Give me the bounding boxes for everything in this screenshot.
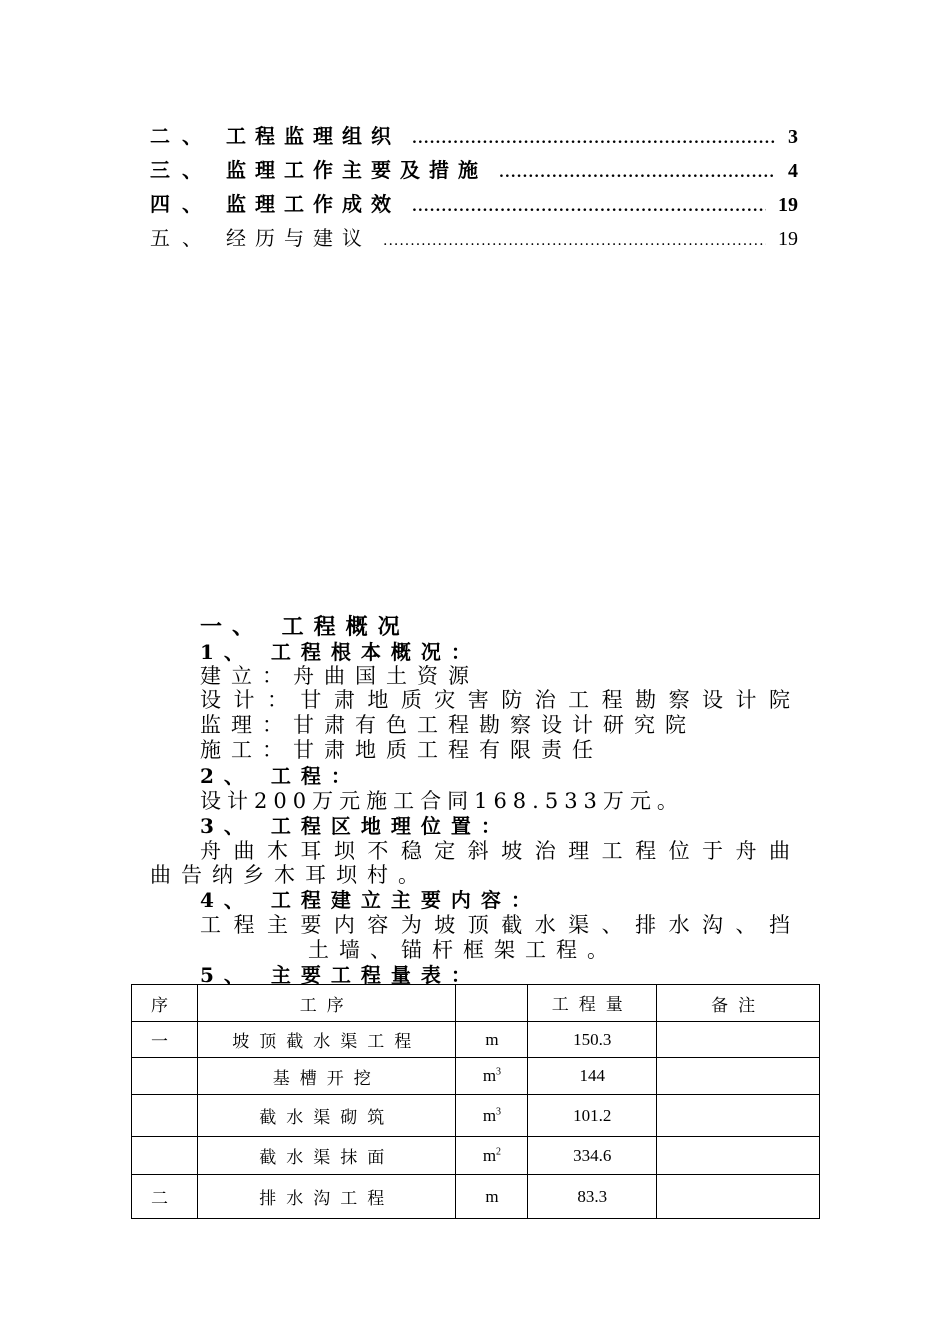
unit-text: m bbox=[485, 1186, 499, 1206]
toc-entry[interactable] bbox=[150, 222, 798, 256]
header-quantity bbox=[528, 985, 657, 1022]
toc-title: 监理工作主要及措施 bbox=[226, 158, 487, 182]
content-line: 土墙、锚杆框架工程。 bbox=[308, 938, 618, 962]
cell-seq bbox=[132, 1137, 198, 1175]
cell-seq bbox=[132, 1095, 198, 1137]
table-row bbox=[132, 1137, 820, 1175]
builder-line: 建立：舟曲国土资源 bbox=[200, 664, 479, 688]
quantity-table bbox=[131, 984, 820, 1219]
supervisor-line: 监理：甘肃有色工程勘察设计研究院 bbox=[200, 713, 696, 737]
table-row bbox=[132, 1175, 820, 1219]
cell-process: 截水渠抹面 bbox=[197, 1137, 456, 1175]
toc-number: 二、 bbox=[150, 124, 214, 148]
toc-title: 工程监理组织 bbox=[226, 124, 400, 148]
cell-unit bbox=[456, 1137, 528, 1175]
subheading: 4、 工程建立主要内容： bbox=[200, 888, 541, 912]
toc-leader-dots bbox=[412, 131, 776, 147]
toc-leader-dots bbox=[383, 233, 766, 249]
contractor-line: 施工：甘肃地质工程有限责任 bbox=[200, 738, 603, 762]
cell-process bbox=[197, 1022, 456, 1058]
subheading: 5、 主要工程量表： bbox=[200, 963, 481, 987]
table-row bbox=[132, 1058, 820, 1095]
unit-text: m bbox=[485, 1029, 499, 1049]
toc-number: 五、 bbox=[150, 226, 214, 250]
header-process: 工序 bbox=[197, 985, 456, 1022]
header-quantity-text: 工程量 bbox=[551, 995, 633, 1014]
toc-title: 监理工作成效 bbox=[226, 192, 400, 216]
header-seq: 序 bbox=[132, 985, 198, 1022]
subheading: 3、 工程区地理位置： bbox=[200, 814, 511, 838]
header-unit bbox=[456, 985, 528, 1022]
cell-process: 截水渠砌筑 bbox=[197, 1095, 456, 1137]
content-line: 工程主要内容为坡顶截水渠、排水沟、挡 bbox=[200, 913, 790, 937]
cell-quantity: 150.3 bbox=[528, 1022, 657, 1058]
subheading: 2、 工程： bbox=[200, 764, 361, 788]
cell-seq: 一 bbox=[132, 1022, 198, 1058]
cell-process: 排水沟工程 bbox=[197, 1175, 456, 1219]
toc-entry[interactable] bbox=[150, 188, 798, 222]
subheading: 1、 工程根本概况： bbox=[200, 640, 481, 664]
toc-page-number: 4 bbox=[788, 160, 798, 182]
designer-line: 设计：甘肃地质灾害防治工程勘察设计院 bbox=[200, 688, 790, 712]
toc-page-number: 3 bbox=[788, 126, 798, 148]
table-row bbox=[132, 1095, 820, 1137]
cell-seq bbox=[132, 1058, 198, 1095]
unit-text: m bbox=[482, 1066, 497, 1085]
cell-unit bbox=[456, 1022, 528, 1058]
cell-note bbox=[657, 1137, 820, 1175]
toc-page-number: 19 bbox=[778, 228, 798, 250]
toc-number: 四、 bbox=[150, 192, 214, 216]
cell-quantity: 144 bbox=[528, 1058, 657, 1095]
cell-unit bbox=[456, 1175, 528, 1219]
cell-unit bbox=[456, 1058, 528, 1095]
table-row bbox=[132, 1022, 820, 1058]
cell-seq: 二 bbox=[132, 1175, 198, 1219]
cell-note bbox=[657, 1175, 820, 1219]
cell-note bbox=[657, 1058, 820, 1095]
toc-leader-dots bbox=[499, 165, 776, 181]
location-line: 曲告纳乡木耳坝村。 bbox=[150, 863, 429, 887]
table-of-contents bbox=[150, 120, 798, 256]
cell-process-text: 坡顶截水渠工程 bbox=[232, 1031, 422, 1051]
unit-exponent: 2 bbox=[496, 1145, 502, 1157]
unit-text: m bbox=[482, 1145, 497, 1165]
table-header-row bbox=[132, 985, 820, 1022]
cell-quantity: 101.2 bbox=[528, 1095, 657, 1137]
cell-quantity: 83.3 bbox=[528, 1175, 657, 1219]
toc-title: 经历与建议 bbox=[226, 226, 371, 250]
toc-page-number: 19 bbox=[778, 194, 798, 216]
section-heading: 一、 工程概况 bbox=[200, 614, 410, 640]
unit-exponent: 3 bbox=[496, 1105, 502, 1117]
unit-text: m bbox=[482, 1105, 497, 1125]
cell-note bbox=[657, 1095, 820, 1137]
cell-note bbox=[657, 1022, 820, 1058]
cell-unit bbox=[456, 1095, 528, 1137]
location-line: 舟曲木耳坝不稳定斜坡治理工程位于舟曲 bbox=[200, 839, 790, 863]
cell-process: 基槽开挖 bbox=[197, 1058, 456, 1095]
cell-quantity: 334.6 bbox=[528, 1137, 657, 1175]
cost-line: 设计200万元施工合同168.533万元。 bbox=[200, 789, 684, 813]
toc-number: 三、 bbox=[150, 158, 214, 182]
unit-exponent: 3 bbox=[496, 1066, 502, 1078]
toc-entry[interactable] bbox=[150, 154, 798, 188]
toc-entry[interactable] bbox=[150, 120, 798, 154]
header-remarks: 备注 bbox=[657, 985, 820, 1022]
toc-leader-dots bbox=[412, 199, 766, 215]
